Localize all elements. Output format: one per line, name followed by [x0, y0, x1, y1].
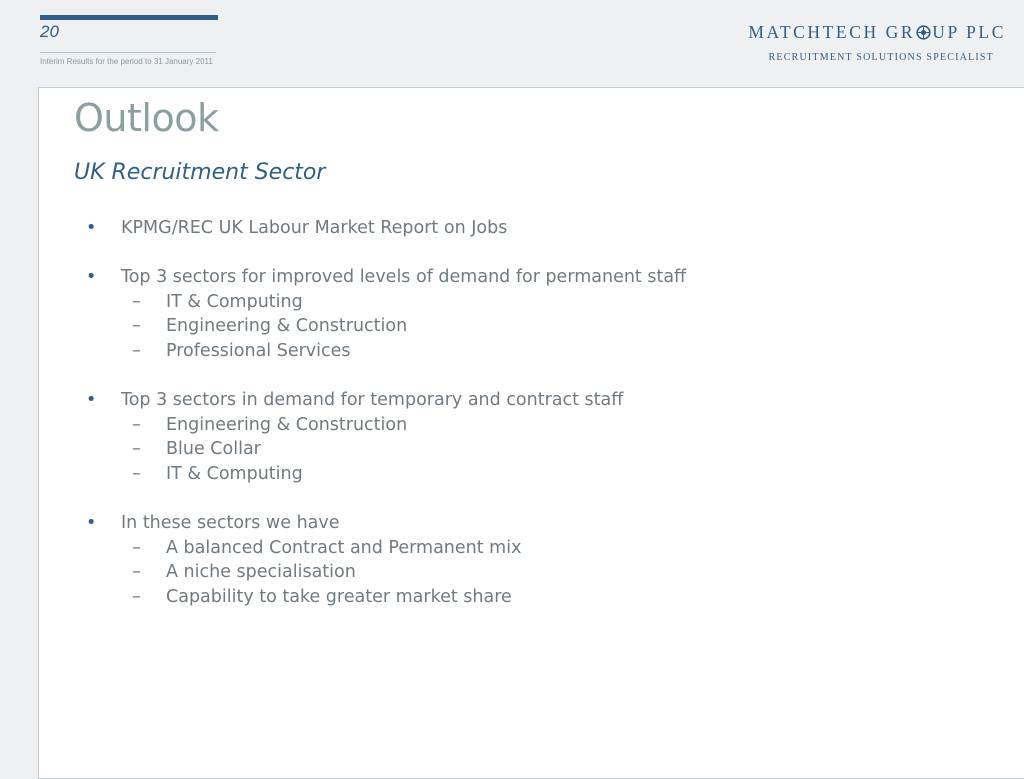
sub-bullet-text: IT & Computing [166, 463, 303, 484]
logo-tagline: RECRUITMENT SOLUTIONS SPECIALIST [768, 52, 994, 63]
sub-bullet-text: IT & Computing [166, 291, 303, 312]
sub-bullet-item [121, 339, 986, 364]
company-logo [748, 22, 1006, 63]
sub-bullet-text: Engineering & Construction [166, 414, 408, 435]
slide-title: Outlook [74, 96, 219, 140]
compass-icon [916, 24, 931, 44]
dash-icon: – [132, 340, 141, 361]
dash-icon: – [132, 316, 141, 337]
bullet-dot-icon: • [86, 218, 97, 238]
bullet-text: In these sectors we have [121, 513, 340, 534]
sub-bullet-text: A balanced Contract and Permanent mix [166, 537, 522, 558]
bullet-text: Top 3 sectors in demand for temporary and contract staff [121, 390, 624, 411]
sub-bullet-item [121, 462, 986, 487]
dash-icon: – [132, 414, 141, 435]
header-divider [40, 52, 216, 53]
sub-bullet-text: Professional Services [166, 340, 351, 361]
header-accent-bar [40, 15, 218, 20]
sub-bullet-item [121, 437, 986, 462]
dash-icon: – [132, 586, 141, 607]
bullet-item [86, 388, 986, 486]
bullet-text: Top 3 sectors for improved levels of demand for permanent staff [121, 267, 687, 288]
bullet-text: KPMG/REC UK Labour Market Report on Jobs [121, 218, 508, 238]
dash-icon: – [132, 439, 141, 460]
sub-bullet-text: A niche specialisation [166, 562, 356, 583]
dash-icon: – [132, 463, 141, 484]
bullet-dot-icon: • [86, 513, 97, 534]
dash-icon: – [132, 291, 141, 312]
sub-bullet-item [121, 536, 986, 561]
sub-bullet-item [121, 585, 986, 610]
section-title: UK Recruitment Sector [74, 160, 326, 185]
bullet-item [86, 216, 986, 241]
sub-bullet-item [121, 314, 986, 339]
period-subtitle: Interim Results for the period to 31 January 2011 [40, 57, 213, 66]
bullet-dot-icon: • [86, 390, 97, 411]
sub-bullet-text: Capability to take greater market share [166, 586, 512, 607]
sub-bullet-item [121, 290, 986, 315]
bullet-list [86, 216, 986, 634]
sub-bullet-item [121, 560, 986, 585]
bullet-item [86, 265, 986, 363]
page-number: 20 [40, 22, 59, 41]
sub-bullet-text: Blue Collar [166, 439, 261, 460]
bullet-dot-icon: • [86, 267, 97, 288]
logo-wordmark: MATCHTECH GR UP PLC [748, 22, 1006, 42]
sub-bullet-item [121, 413, 986, 438]
sub-bullet-text: Engineering & Construction [166, 316, 408, 337]
bullet-item [86, 511, 986, 609]
dash-icon: – [132, 537, 141, 558]
dash-icon: – [132, 562, 141, 583]
